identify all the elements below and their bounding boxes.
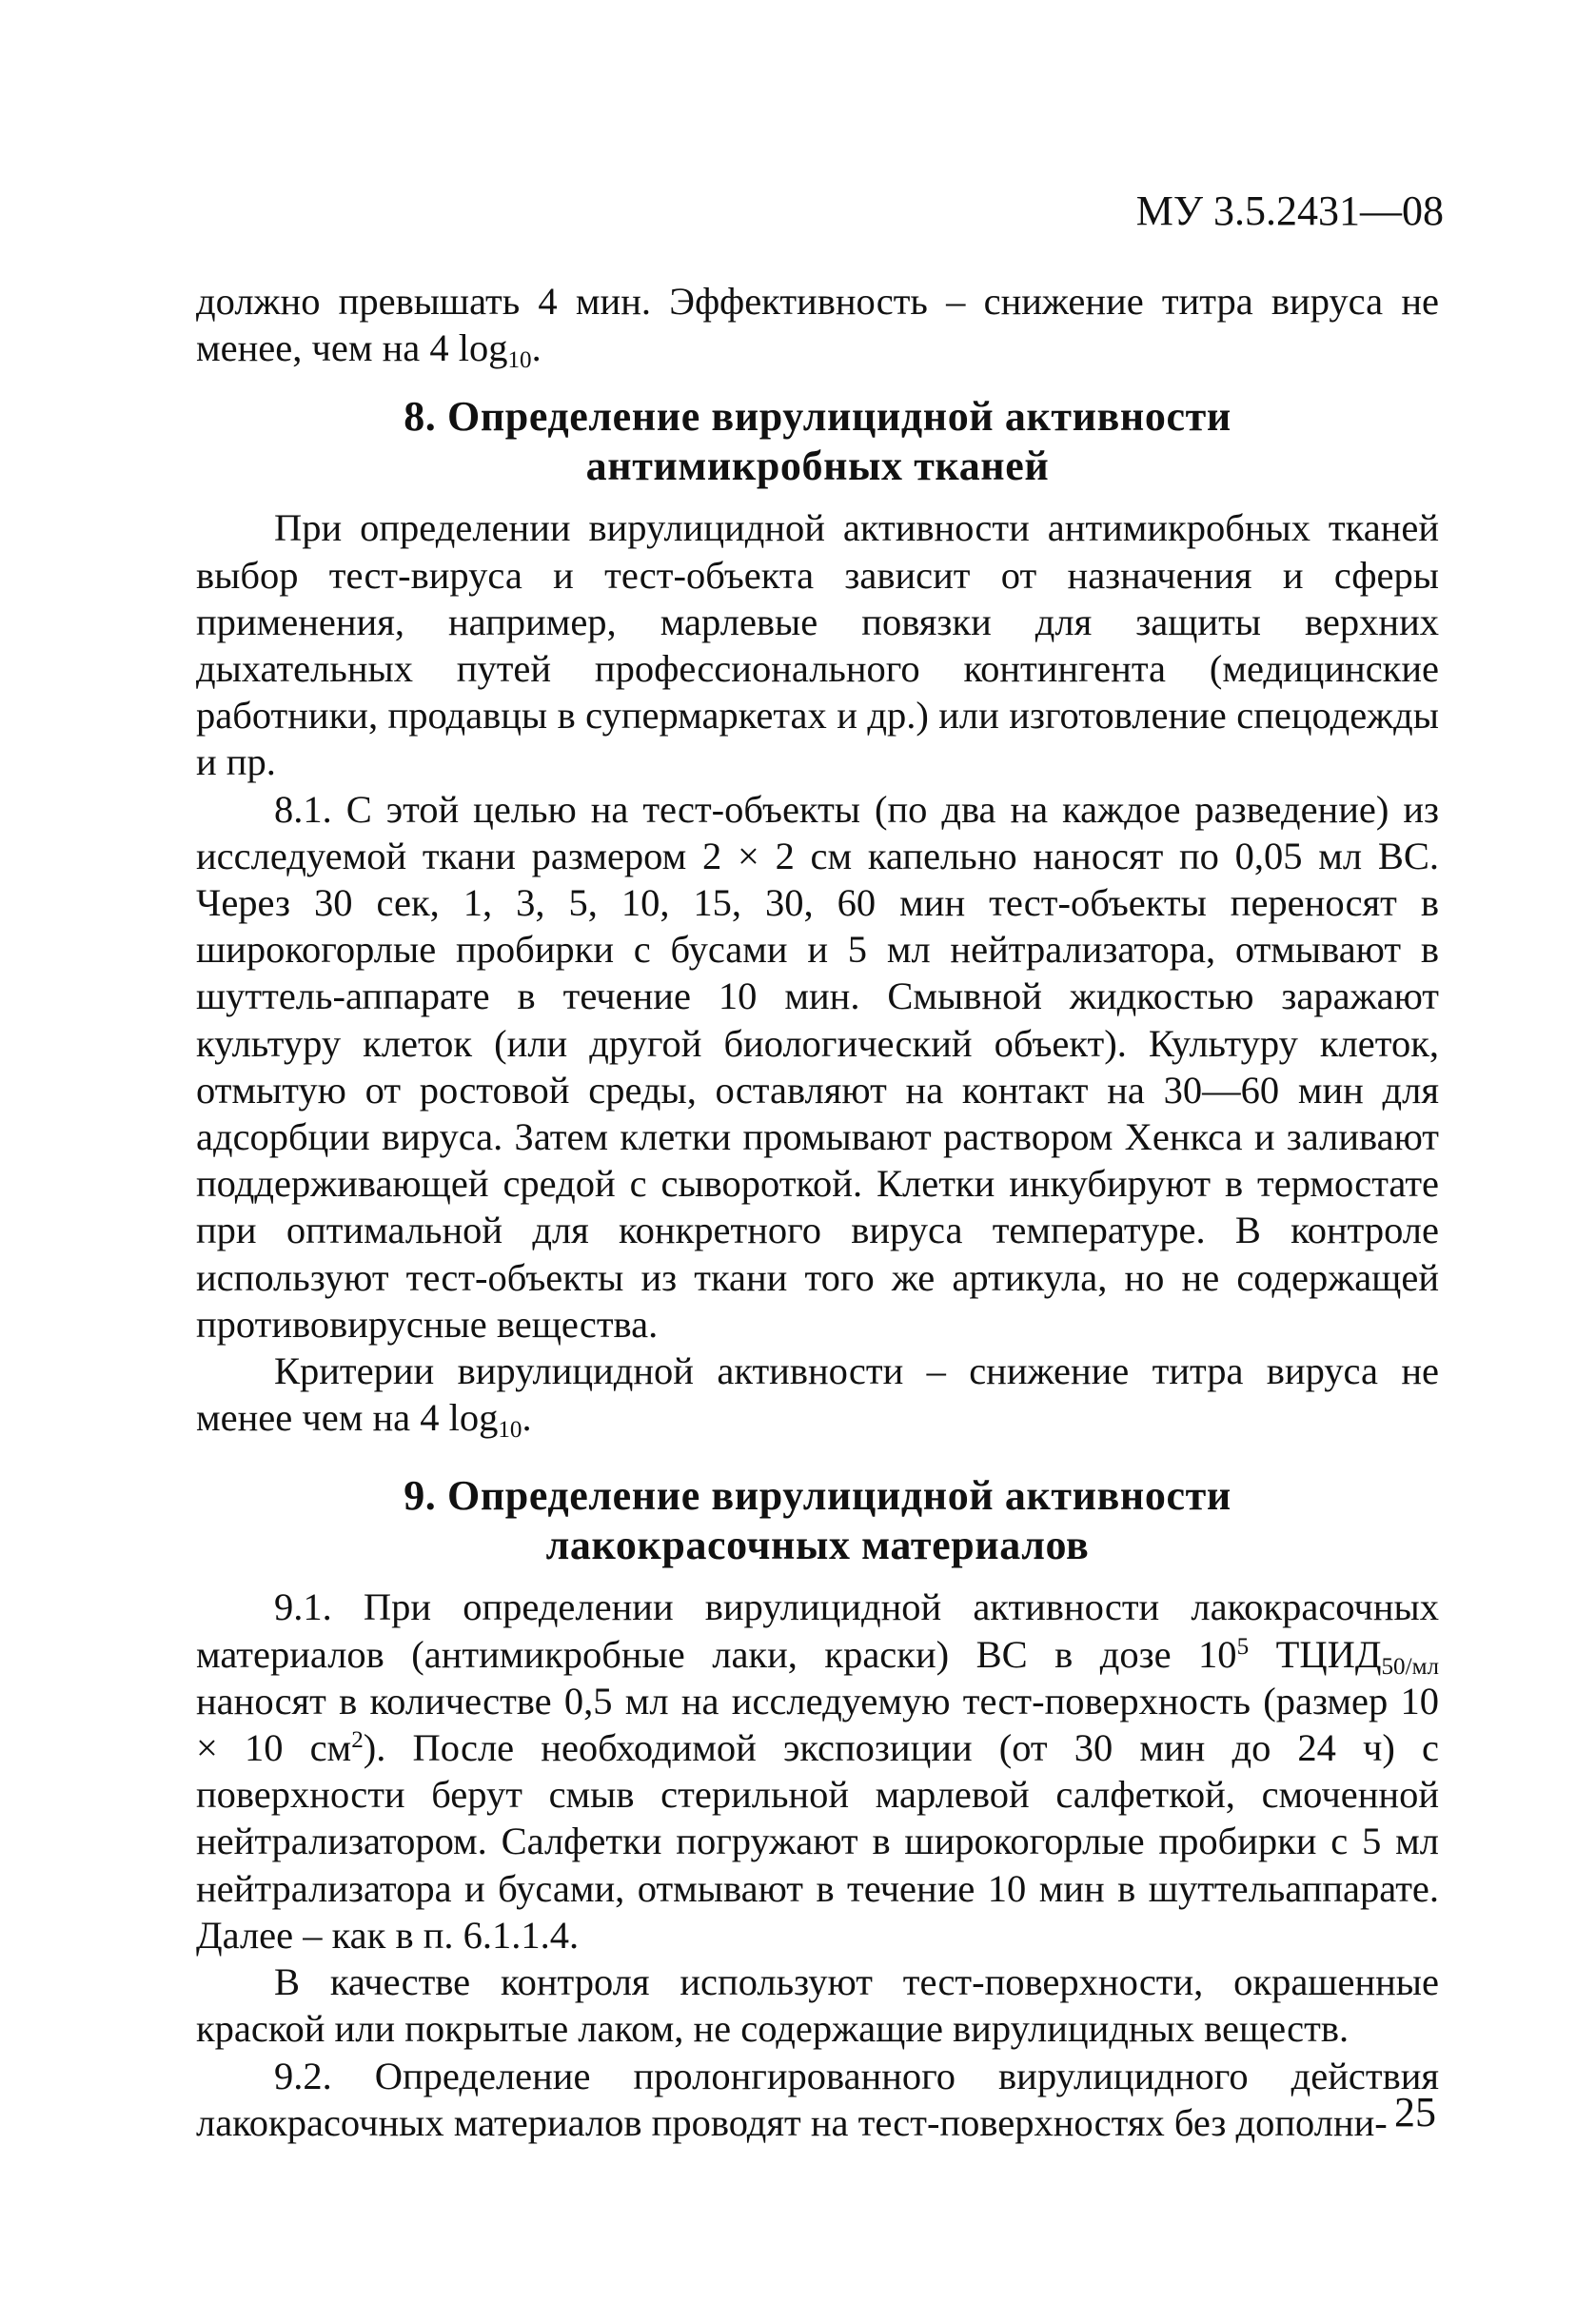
section-9-heading-line-1: 9. Определение вирулицидной активности: [404, 1472, 1231, 1520]
section-9-para1-part2: ТЦИД: [1249, 1632, 1382, 1676]
section-9-para1-part3: наносят в количестве 0,5 мл на исследуемую тест-поверхность (размер 10 × 10 см: [196, 1679, 1439, 1770]
intro-paragraph: [196, 278, 1439, 374]
section-9-para1-sub1: 50/мл: [1381, 1653, 1439, 1680]
intro-tail: .: [531, 326, 542, 370]
document-body: [196, 278, 1439, 2146]
intro-subscript: 10: [507, 347, 532, 374]
section-9-para1-part4: ). После необходимой экспозиции (от 30 мин до 24 ч) с поверхности берут смыв стерильной марлевой салфеткой, смоченной нейтрализатором. Салфетки погружают в широкогорлые пробирки с 5 мл нейтрализатора и бусами, отмывают в течение 10 мин в шуттельаппарате. Далее – как в п. 6.1.1.4.: [196, 1726, 1439, 1957]
section-8-criteria-subscript: 10: [498, 1417, 522, 1444]
section-9-heading: [196, 1471, 1439, 1570]
section-8-paragraph-2: 8.1. С этой целью на тест-объекты (по два на каждое разведение) из исследуемой ткани размером 2 × 2 см капельно наносят по 0,05 мл ВС. Через 30 сек, 1, 3, 5, 10, 15, 30, 60 мин тест-объекты переносят в широкогорлые пробирки с бусами и 5 мл нейтрализатора, отмывают в шуттель-аппарате в течение 10 мин. Смывной жидкостью заражают культуру клеток (или другой биологический объект). Культуру клеток, отмытую от ростовой среды, оставляют на контакт на 30—60 мин для адсорбции вируса. Затем клетки промывают раствором Хенкса и заливают поддерживающей средой с сывороткой. Клетки инкубируют в термостате при оптимальной для конкретного вируса температуре. В контроле используют тест-объекты из ткани того же артикула, но не содержащей противовирусные вещества.: [196, 787, 1439, 1346]
page-number: 25: [1394, 2089, 1436, 2136]
section-9-paragraph-3: 9.2. Определение пролонгированного вирулицидного действия лакокрасочных материалов проводят на тест-поверхностях без дополни-: [196, 2054, 1439, 2144]
section-8-paragraph-1: При определении вирулицидной активности антимикробных тканей выбор тест-вируса и тест-объекта зависит от назначения и сферы применения, например, марлевые повязки для защиты верхних дыхательных путей профессионального контингента (медицинские работники, продавцы в супермаркетах и др.) или изготовление спецодежды и пр.: [196, 506, 1439, 784]
section-9-paragraph-2: В качестве контроля используют тест-поверхности, окрашенные краской или покрытые лаком, не содержащие вирулицидных веществ.: [196, 1960, 1439, 2051]
section-8-paragraph-3: [196, 1348, 1439, 1444]
document-code-header: МУ 3.5.2431—08: [1135, 187, 1444, 234]
section-9-para1-sup2: 2: [351, 1727, 364, 1754]
intro-text: должно превышать 4 мин. Эффективность – снижение титра вируса не менее, чем на 4 log: [196, 280, 1439, 370]
section-8-criteria-text: Критерии вирулицидной активности – снижение титра вируса не менее чем на 4 log: [196, 1349, 1439, 1440]
section-8-heading: [196, 392, 1439, 491]
section-9-heading-line-2: лакокрасочных материалов: [545, 1522, 1090, 1569]
section-9-para1-sup1: 5: [1236, 1633, 1250, 1660]
section-8-criteria-tail: .: [522, 1396, 532, 1440]
section-9-paragraph-1: [196, 1584, 1439, 1959]
section-9-para1-part1: 9.1. При определении вирулицидной активности лакокрасочных материалов (антимикробные лаки, краски) ВС в дозе 10: [196, 1585, 1439, 1676]
section-8-heading-line-1: 8. Определение вирулицидной активности: [404, 393, 1231, 441]
section-8-heading-line-2: антимикробных тканей: [585, 443, 1050, 490]
